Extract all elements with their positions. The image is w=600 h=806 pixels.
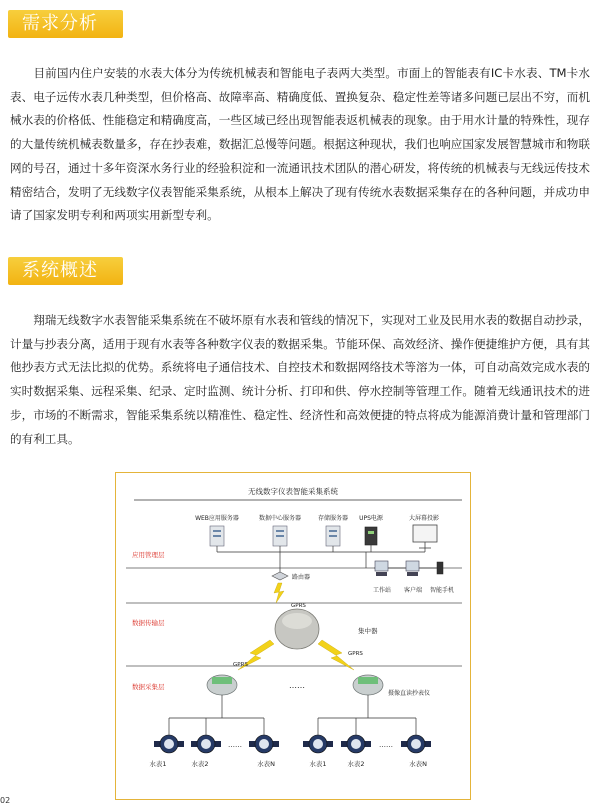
meter-label-right-1: 水表1	[309, 760, 327, 768]
concentrator-label: 集中器	[358, 627, 378, 635]
gprs-label-left: GPRS	[233, 662, 248, 668]
water-meter-icon	[341, 735, 371, 753]
meter-label-left-2: 水表2	[191, 760, 209, 768]
meter-dots-right: ……	[379, 741, 393, 749]
water-meter-icon	[154, 735, 184, 753]
camera-reader-right-icon	[353, 675, 383, 695]
meter-label-left-n: 水表N	[257, 760, 275, 768]
reader-ellipsis: ……	[289, 681, 305, 690]
web-server-icon	[210, 526, 224, 546]
demand-analysis-paragraph: 目前国内住户安装的水表大体分为传统机械表和智能电子表两大类型。市面上的智能表有IC卡水表、TM卡水表、电子远传水表几种类型，但价格高、故障率高、精确度低、置换复杂、稳定性差等诸多问题已层出不穷，而机械水表的价格低、性能稳定和精确度高，一些区域已经出现智能表返机械表的现象。由于用水计量的特殊性，现存的大量传统机械表数量多，存在抄表难，数据汇总慢等问题。根据这种现状，我们也响应国家发展智慧城市和物联网的号召，通过十多年资深水务行业的经验积淀和一流通讯技术团队的潜心研发，将传统的机械表与无线远传技术精密结合，发明了无线数字仪表智能采集系统，从根本上解决了现有传统水表数据采集存在的各种问题，并成功申请了国家发明专利和两项实用新型专利。	[10, 66, 590, 223]
projector-screen-icon	[413, 525, 437, 548]
water-meter-icon	[303, 735, 333, 753]
server-label-ups: UPS电源	[359, 515, 383, 522]
system-overview-paragraph: 翔瑞无线数字水表智能采集系统在不破坏原有水表和管线的情况下，实现对工业及民用水表的数据自动抄录，计量与抄表分离，适用于现有水表等各种数字仪表的数据采集。节能环保、高效经济、操作便捷维护方便，具有其他抄表方式无法比拟的优势。系统将电子通信技术、自控技术和数据网络技术等溶为一体，可自动高效完成水表的实时数据采集、远程采集、纪录、定时监测、统计分析、打印和供、停水控制等管理工作。随着无线通讯技术的进步，市场的不断需求，智能采集系统以精准性、稳定性、经济性和高效便捷的特点将成为能源消费计量和管理部门的有利工具。	[10, 313, 590, 446]
water-meter-icon	[191, 735, 221, 753]
smartphone-icon	[437, 562, 443, 574]
meter-dots-left: ……	[228, 741, 242, 749]
server-label-storage: 存储服务器	[317, 515, 349, 522]
meter-label-right-2: 水表2	[347, 760, 365, 768]
camera-reader-left-icon	[207, 675, 237, 695]
water-meter-icon	[401, 735, 431, 753]
ups-power-icon	[365, 527, 377, 545]
meter-label-right-n: 水表N	[409, 760, 427, 768]
section-header-demand-analysis: 需求分析	[8, 10, 123, 38]
gprs-label-right: GPRS	[348, 651, 363, 657]
layer-label-collect: 数据采集层	[132, 683, 165, 691]
workstation-icon	[375, 561, 388, 576]
water-meter-icon	[249, 735, 279, 753]
camera-reader-label: 摄像直读抄表仪	[388, 690, 431, 697]
storage-server-icon	[326, 526, 340, 546]
diagram-title: 无线数字仪表智能采集系统	[248, 487, 338, 496]
layer-label-app: 应用管理层	[132, 551, 165, 559]
router-label: 路由器	[292, 574, 311, 581]
page-number: 02	[0, 796, 11, 805]
client-label-workstation: 工作站	[372, 587, 392, 594]
server-label-datacenter: 数据中心服务器	[258, 515, 302, 522]
meter-label-left-1: 水表1	[149, 760, 167, 768]
concentrator-icon	[275, 609, 319, 649]
gprs-label-top: GPRS	[291, 603, 306, 609]
client-computer-icon	[406, 561, 419, 576]
datacenter-server-icon	[273, 526, 287, 546]
system-architecture-diagram	[115, 472, 471, 800]
server-label-web: WEB应用服务器	[195, 515, 239, 522]
client-label-client: 客户端	[403, 587, 423, 594]
layer-label-transport: 数据传输层	[132, 619, 165, 627]
server-label-projector: 大屏幕投影	[408, 515, 440, 522]
section-header-system-overview: 系统概述	[8, 257, 123, 285]
gprs-bolt-icon	[274, 583, 284, 603]
router-icon	[272, 572, 288, 580]
client-label-phone: 智能手机	[429, 587, 455, 594]
